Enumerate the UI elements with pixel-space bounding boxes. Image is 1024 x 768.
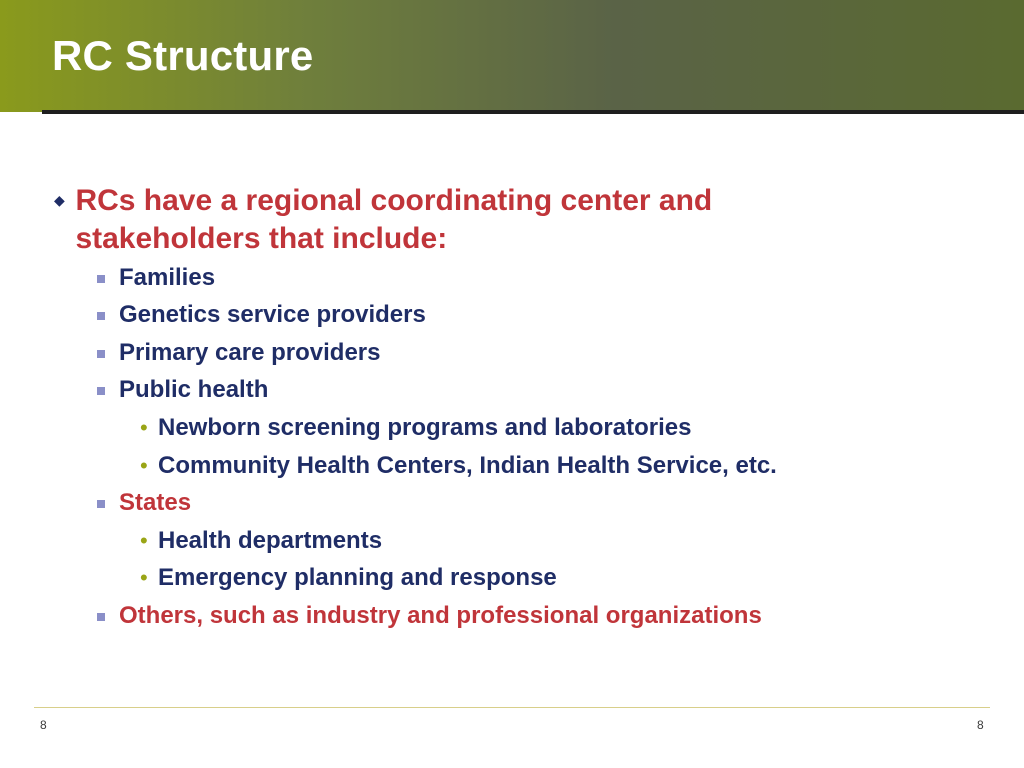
sub-list-item-text: Newborn screening programs and laboratories (158, 414, 692, 441)
page-number-left: 8 (40, 718, 47, 732)
square-bullet-icon (97, 387, 105, 395)
sub-list-item (140, 451, 777, 481)
dot-bullet-icon: • (140, 565, 148, 590)
square-bullet-icon (97, 350, 105, 358)
main-bullet (54, 182, 854, 258)
sub-list-item-text: Health departments (158, 527, 383, 554)
list-item (97, 488, 191, 518)
list-item (97, 375, 268, 405)
main-bullet-text: RCs have a regional coordinating center and stakeholders that include: (75, 184, 713, 255)
square-bullet-icon (97, 312, 105, 320)
sub-list-item (140, 413, 691, 443)
page-number-right: 8 (977, 718, 984, 732)
list-item-text: Others, such as industry and professional organizations (119, 602, 762, 629)
list-item (97, 263, 215, 293)
slide-title: RC Structure (52, 32, 314, 79)
list-item-text: Public health (119, 376, 269, 403)
square-bullet-icon (97, 613, 105, 621)
diamond-bullet-icon: ◆ (54, 192, 65, 208)
square-bullet-icon (97, 275, 105, 283)
sub-list-item-text: Community Health Centers, Indian Health Service, etc. (158, 452, 777, 479)
dot-bullet-icon: • (140, 528, 148, 553)
list-item (97, 300, 426, 330)
list-item-text: Primary care providers (119, 339, 381, 366)
sub-list-item (140, 526, 382, 556)
footer-divider (34, 707, 990, 708)
list-item-text: Genetics service providers (119, 301, 426, 328)
dot-bullet-icon: • (140, 453, 148, 478)
list-item-text: States (119, 489, 192, 516)
header-divider (42, 110, 1024, 114)
square-bullet-icon (97, 500, 105, 508)
sub-list-item-text: Emergency planning and response (158, 564, 557, 591)
sub-list-item (140, 563, 557, 593)
list-item (97, 601, 762, 631)
list-item (97, 338, 380, 368)
list-item-text: Families (119, 264, 216, 291)
dot-bullet-icon: • (140, 415, 148, 440)
